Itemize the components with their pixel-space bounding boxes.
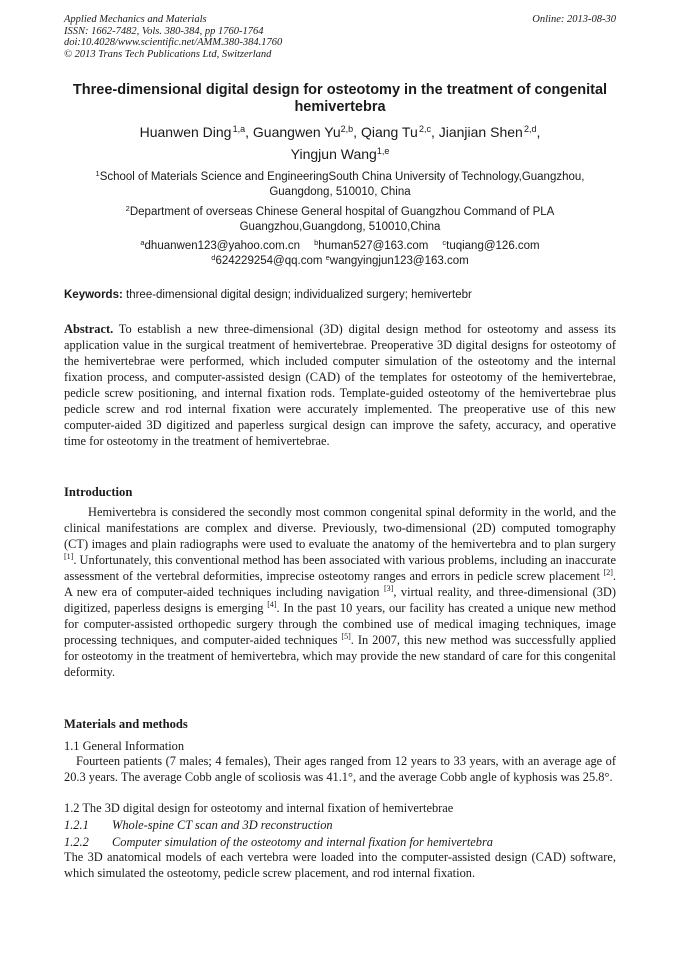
citation-ref[interactable]: [3] bbox=[384, 584, 394, 593]
section-1-1-heading: 1.1 General Information bbox=[64, 739, 185, 753]
email-mark: a bbox=[140, 238, 145, 247]
intro-text: . In the past 10 years, our facility has created a unique new method for computer-assisted orthopedic surgery through the combined use of medical imaging techniques, image processing techniques, and computer-aided techniques bbox=[64, 601, 616, 647]
email-address[interactable]: 624229254@qq.com bbox=[215, 255, 323, 267]
citation-ref[interactable]: [2] bbox=[603, 568, 613, 577]
abstract-text: To establish a new three-dimensional (3D) digital design method for osteotomy and assess its application value in the surgical treatment of hemivertebrae. Preoperative 3D digital designs for osteotomy of the hemivertebrae were performed, which included computer simulation of the osteotomy and the internal fixation process, and computer-assisted design (CAD) of the templates for osteotomy of the hemivertebrae, pedicle screw positioning, and internal fixation rods. Template-guided osteotomy of the hemivertebrae plus pedicle screw and rod internal fixation were accurately implemented. The preoperative use of this new computer-aided 3D digitized and paperless surgical design can improve the safety, accuracy, and operative time for osteotomy in the treatment of hemivertebrae. bbox=[64, 322, 616, 448]
email-list bbox=[64, 239, 616, 269]
section-number: 1.2.2 bbox=[64, 835, 89, 849]
author-name: Qiang Tu bbox=[360, 124, 418, 140]
email-mark: b bbox=[314, 238, 319, 247]
author-affiliation-mark: 1,e bbox=[376, 146, 390, 156]
section-1-1-paragraph: Fourteen patients (7 males; 4 females), Their ages ranged from 12 years to 33 years, with an average age of 20.3 years. The average Cobb angle of scoliosis was 41.1°, and the average Cobb angle of kyphosis was 25.8°. bbox=[64, 754, 616, 784]
email-address[interactable]: wangyingjun123@163.com bbox=[329, 255, 469, 267]
keywords-label: Keywords: bbox=[64, 289, 123, 301]
abstract-label: Abstract. bbox=[64, 322, 114, 336]
affiliation-1 bbox=[64, 170, 616, 200]
affiliation-number: 2 bbox=[125, 204, 130, 213]
author-affiliation-mark: 1,a bbox=[232, 124, 246, 134]
keywords bbox=[64, 288, 616, 303]
author-affiliation-mark: 2,c bbox=[418, 124, 431, 134]
author-affiliation-mark: 2,d bbox=[523, 124, 537, 134]
affiliation-text: School of Materials Science and EngineeringSouth China University of Technology,Guangzhou, Guangdong, 510010, China bbox=[99, 171, 585, 198]
online-date: Online: 2013-08-30 bbox=[532, 14, 616, 25]
intro-text: . In 2007, this new method was successfully applied for osteotomy in the treatment of hemivertebra, which may provide the new standard of care for this congenital deformity. bbox=[64, 633, 616, 679]
doi-line: doi:10.4028/www.scientific.net/AMM.380-384.1760 bbox=[64, 37, 283, 48]
affiliation-number: 1 bbox=[95, 169, 100, 178]
email-address[interactable]: human527@163.com bbox=[318, 240, 429, 252]
journal-name: Applied Mechanics and Materials bbox=[64, 14, 207, 25]
copyright-line: © 2013 Trans Tech Publications Ltd, Switzerland bbox=[64, 48, 272, 60]
section-title: Whole-spine CT scan and 3D reconstruction bbox=[112, 818, 333, 832]
abstract bbox=[64, 321, 616, 449]
email-mark: d bbox=[211, 253, 216, 262]
section-number: 1.2.1 bbox=[64, 818, 89, 832]
email-mark: e bbox=[325, 253, 330, 262]
keywords-text: three-dimensional digital design; individualized surgery; hemivertebr bbox=[126, 289, 472, 301]
introduction-heading: Introduction bbox=[64, 485, 133, 499]
author-affiliation-mark: 2,b bbox=[340, 124, 354, 134]
affiliation-2 bbox=[64, 205, 616, 235]
citation-ref[interactable]: [5] bbox=[341, 632, 351, 641]
author-name: Huanwen Ding bbox=[139, 124, 232, 140]
author-name: Guangwen Yu bbox=[252, 124, 341, 140]
section-1-2-heading: 1.2 The 3D digital design for osteotomy and internal fixation of hemivertebrae bbox=[64, 801, 454, 815]
citation-ref[interactable]: [4] bbox=[267, 600, 277, 609]
intro-text: , virtual reality, and three-dimensional (3D) digitized, paperless designs is emerging bbox=[64, 585, 616, 615]
intro-text: . Unfortunately, this conventional method has been associated with various problems, including an inaccurate assessment of the vertebral deformities, imprecise osteotomy ranges and errors in pedicle screw placement bbox=[64, 553, 616, 583]
intro-text: . A new era of computer-aided techniques including navigation bbox=[64, 569, 616, 599]
paper-title: Three-dimensional digital design for osteotomy in the treatment of congenital hemivertebra bbox=[72, 82, 608, 115]
citation-ref[interactable]: [1] bbox=[64, 552, 74, 561]
section-1-2-2-paragraph: The 3D anatomical models of each vertebra were loaded into the computer-assisted design (CAD) software, which simulated the osteotomy, pedicle screw placement, and rod internal fixation. bbox=[64, 850, 616, 880]
issn-line: ISSN: 1662-7482, Vols. 380-384, pp 1760-1764 bbox=[64, 25, 264, 37]
introduction-paragraph bbox=[64, 504, 616, 680]
email-address[interactable]: tuqiang@126.com bbox=[446, 240, 540, 252]
section-1-2-2-heading bbox=[64, 834, 616, 850]
journal-header bbox=[64, 14, 616, 60]
section-title: Computer simulation of the osteotomy and internal fixation for hemivertebra bbox=[112, 835, 493, 849]
affiliation-text: Department of overseas Chinese General hospital of Guangzhou Command of PLA Guangzhou,Guangdong, 510010,China bbox=[129, 206, 555, 233]
author-list: Huanwen Ding $^{1,a}$, Guangwen Yu$^{2,b}$, Qiang Tu $^{2,c}$, Jianjian Shen $^{2,d}$, Yingjun Wang$^{1,e}$ bbox=[139, 124, 541, 162]
email-address[interactable]: dhuanwen123@yahoo.com.cn bbox=[144, 240, 301, 252]
author-name: Jianjian Shen bbox=[438, 124, 523, 140]
author-name: Yingjun Wang bbox=[290, 146, 377, 162]
section-1-2-1-heading bbox=[64, 817, 616, 833]
email-mark: c bbox=[442, 238, 447, 247]
methods-heading: Materials and methods bbox=[64, 717, 188, 731]
intro-text: Hemivertebra is considered the secondly most common congenital spinal deformity in the world, and the clinical manifestations are complex and diverse. Previously, two-dimensional (2D) computed tomography (CT) images and plain radiographs were used to evaluate the anatomy of the hemivertebra and to plan surgery bbox=[64, 505, 616, 551]
